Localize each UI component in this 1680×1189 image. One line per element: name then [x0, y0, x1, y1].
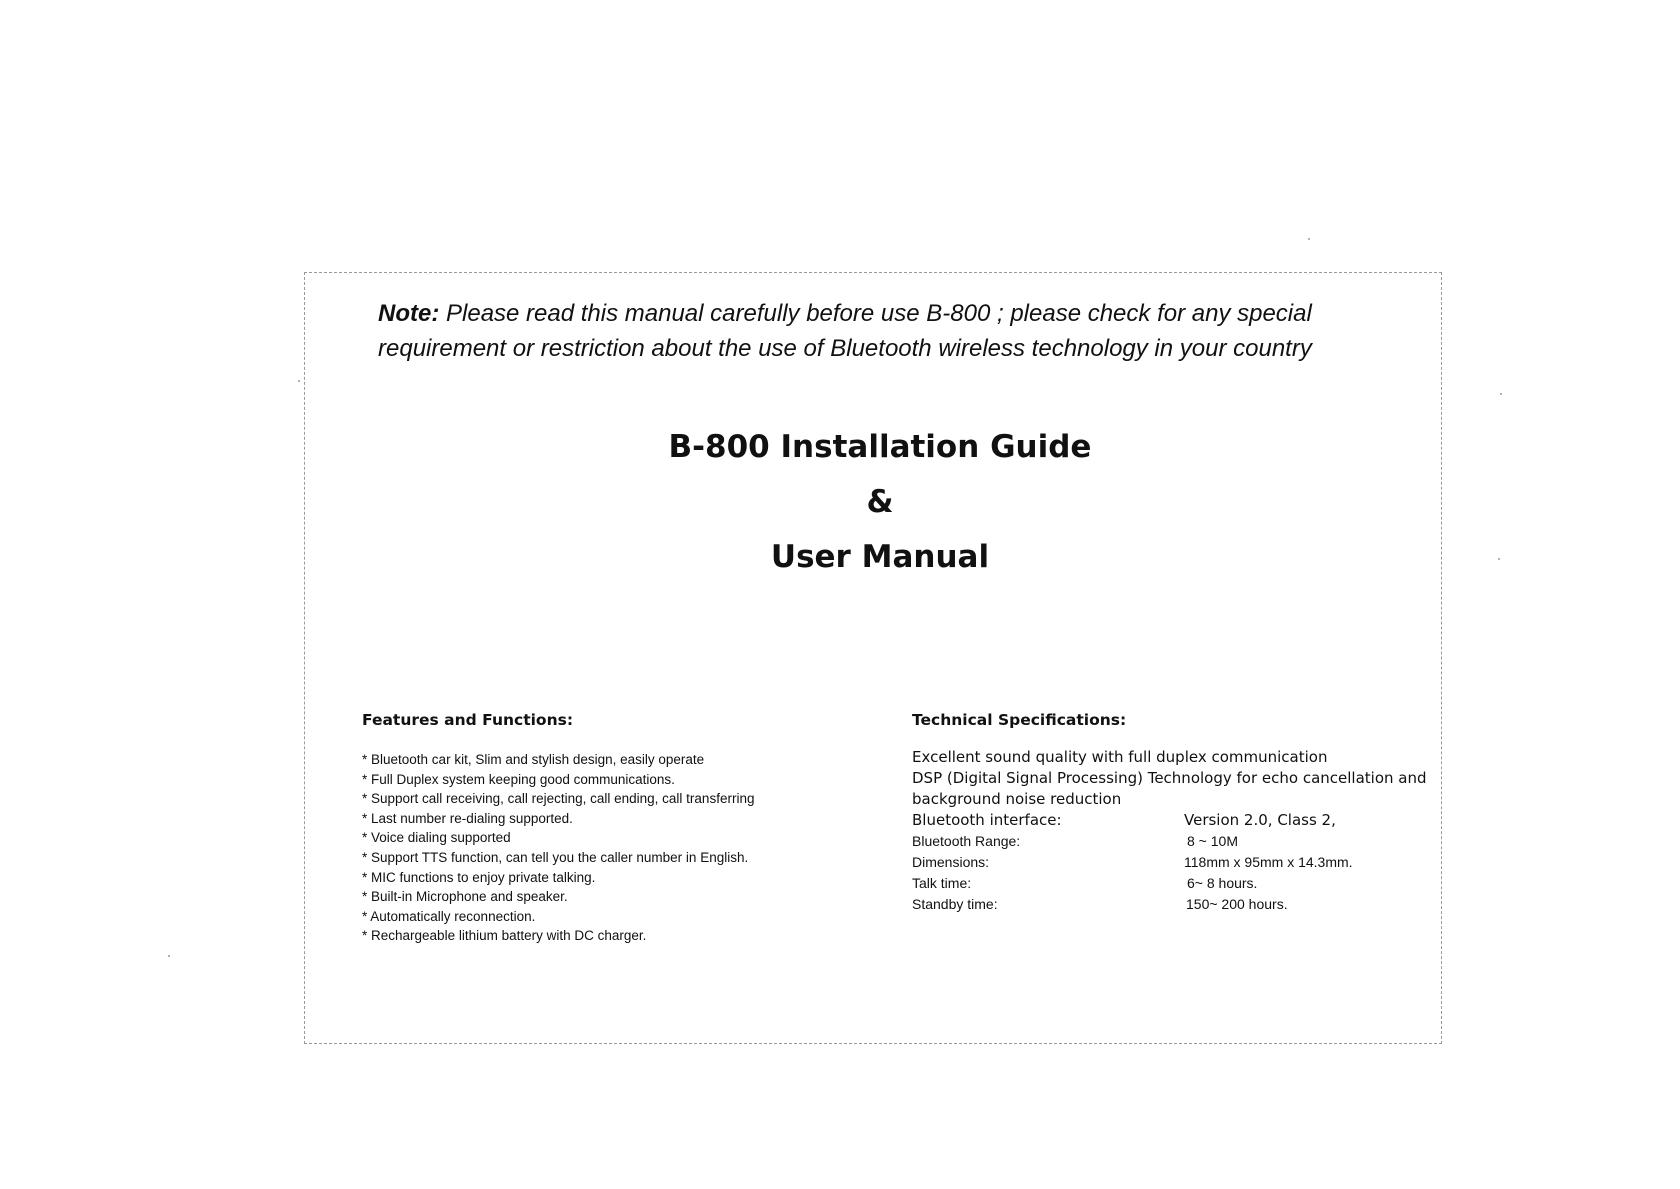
- feature-item: * Built-in Microphone and speaker.: [362, 887, 842, 907]
- spec-value: Version 2.0, Class 2,: [1184, 811, 1336, 829]
- title-line-1: B-800 Installation Guide: [668, 429, 1092, 465]
- specs-heading: Technical Specifications:: [912, 711, 1127, 729]
- features-heading: Features and Functions:: [362, 711, 574, 729]
- feature-item: * Voice dialing supported: [362, 828, 842, 848]
- spec-label: Standby time:: [912, 896, 998, 912]
- spec-intro-line: background noise reduction: [912, 790, 1122, 808]
- specs-section: [912, 710, 1452, 915]
- feature-item: * Support call receiving, call rejecting, call ending, call transferring: [362, 789, 842, 809]
- spec-label: Bluetooth Range:: [912, 833, 1021, 849]
- spec-row-bluetooth-range: [912, 831, 1452, 852]
- feature-item: * Bluetooth car kit, Slim and stylish design, easily operate: [362, 750, 842, 770]
- feature-item: * MIC functions to enjoy private talking.: [362, 868, 842, 888]
- spec-row-standby-time: [912, 894, 1452, 915]
- spec-row-talk-time: [912, 873, 1452, 894]
- feature-item: * Full Duplex system keeping good communications.: [362, 770, 842, 790]
- feature-item: * Support TTS function, can tell you the caller number in English.: [362, 848, 842, 868]
- spec-label: Dimensions:: [912, 854, 990, 870]
- note-line-2: requirement or restriction about the use of Bluetooth wireless technology in your country: [378, 335, 1312, 362]
- feature-item: * Last number re-dialing supported.: [362, 809, 842, 829]
- scan-speck: [1498, 558, 1500, 560]
- spec-value: 118mm x 95mm x 14.3mm.: [1184, 854, 1353, 870]
- scan-speck: [1308, 238, 1310, 240]
- spec-intro-line: DSP (Digital Signal Processing) Technology for echo cancellation and: [912, 769, 1427, 787]
- scan-speck: [168, 955, 170, 957]
- spec-value: 150~ 200 hours.: [1186, 896, 1288, 912]
- note-paragraph: [378, 296, 1388, 366]
- spec-value: 8 ~ 10M: [1187, 833, 1238, 849]
- spec-row-dimensions: [912, 852, 1452, 873]
- spec-label: Bluetooth interface:: [912, 811, 1062, 829]
- spec-value: 6~ 8 hours.: [1187, 875, 1258, 891]
- feature-item: * Rechargeable lithium battery with DC charger.: [362, 926, 842, 946]
- features-section: [362, 710, 842, 946]
- title-line-3: User Manual: [770, 539, 990, 575]
- note-text-1: Please read this manual carefully before use B-800 ; please check for any special: [446, 300, 1312, 327]
- feature-item: * Automatically reconnection.: [362, 907, 842, 927]
- scan-speck: [298, 380, 300, 382]
- document-title: [560, 420, 1200, 585]
- scan-speck: [1500, 393, 1502, 395]
- title-ampersand: &: [866, 484, 894, 520]
- features-list: [362, 750, 842, 946]
- spec-intro-line: Excellent sound quality with full duplex communication: [912, 748, 1328, 766]
- note-line-1: [378, 296, 1388, 331]
- spec-row-bluetooth-interface: [912, 810, 1452, 831]
- note-label: Note:: [378, 300, 440, 327]
- spec-label: Talk time:: [912, 875, 972, 891]
